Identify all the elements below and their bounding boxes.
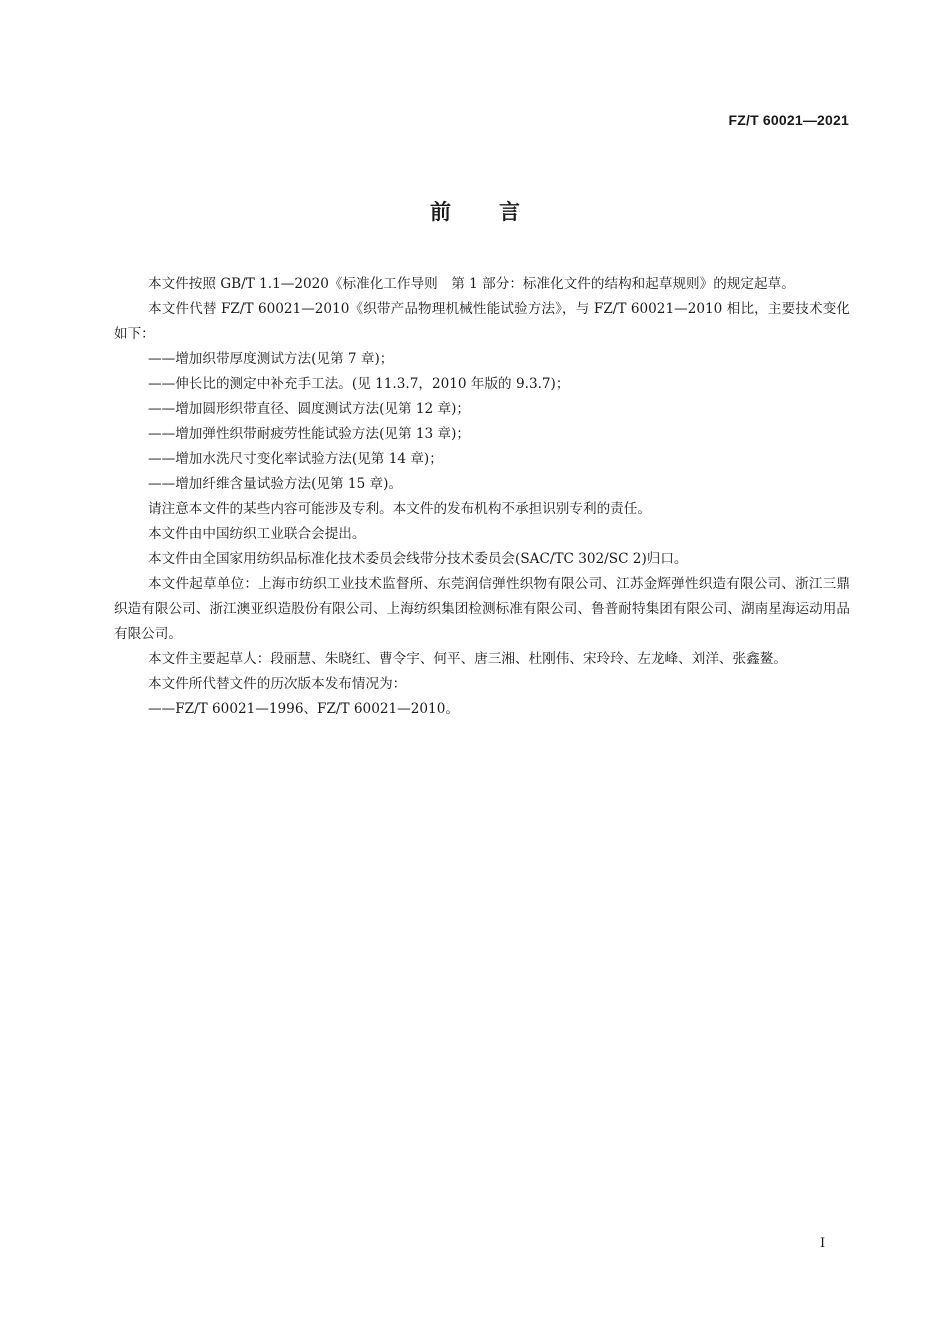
list-item: ——增加圆形织带直径、圆度测试方法(见第 12 章)； — [148, 401, 471, 417]
document-body — [114, 272, 850, 722]
paragraph: 本文件由全国家用纺织品标准化技术委员会线带分技术委员会(SAC/TC 302/SC 2)归口。 — [148, 551, 688, 567]
list-item: ——增加弹性织带耐疲劳性能试验方法(见第 13 章)； — [148, 426, 471, 442]
page-number: I — [820, 1236, 826, 1251]
paragraph: 本文件按照 GB/T 1.1—2020《标准化工作导则 第 1 部分：标准化文件的结构和起草规则》的规定起草。 — [148, 276, 795, 292]
list-item: ——增加纤维含量试验方法(见第 15 章)。 — [148, 476, 403, 492]
page-title: 前言 — [430, 200, 568, 224]
list-item: ——FZ/T 60021—1996、FZ/T 60021—2010。 — [148, 701, 459, 717]
paragraph: 本文件起草单位：上海市纺织工业技术监督所、东莞润信弹性织物有限公司、江苏金辉弹性织造有限公司、浙江三鼎织造有限公司、浙江澳亚织造股份有限公司、上海纺织集团检测标准有限公司、鲁普耐特集团有限公司、湖南星海运动用品有限公司。 — [114, 576, 850, 642]
paragraph: 本文件由中国纺织工业联合会提出。 — [148, 526, 366, 542]
list-item: ——增加水洗尺寸变化率试验方法(见第 14 章)； — [148, 451, 443, 467]
paragraph: 本文件代替 FZ/T 60021—2010《织带产品物理机械性能试验方法》，与 FZ/T 60021—2010 相比，主要技术变化如下： — [114, 301, 850, 342]
doc-code: FZ/T 60021—2021 — [728, 112, 849, 128]
list-item: ——增加织带厚度测试方法(见第 7 章)； — [148, 351, 394, 367]
paragraph: 本文件所代替文件的历次版本发布情况为： — [148, 676, 407, 692]
paragraph: 本文件主要起草人：段丽慧、朱晓红、曹令宇、何平、唐三湘、杜刚伟、宋玲玲、左龙峰、刘洋、张鑫鳌。 — [148, 651, 787, 667]
paragraph: 请注意本文件的某些内容可能涉及专利。本文件的发布机构不承担识别专利的责任。 — [148, 501, 651, 517]
list-item: ——伸长比的测定中补充手工法。(见 11.3.7，2010 年版的 9.3.7)； — [148, 376, 570, 392]
